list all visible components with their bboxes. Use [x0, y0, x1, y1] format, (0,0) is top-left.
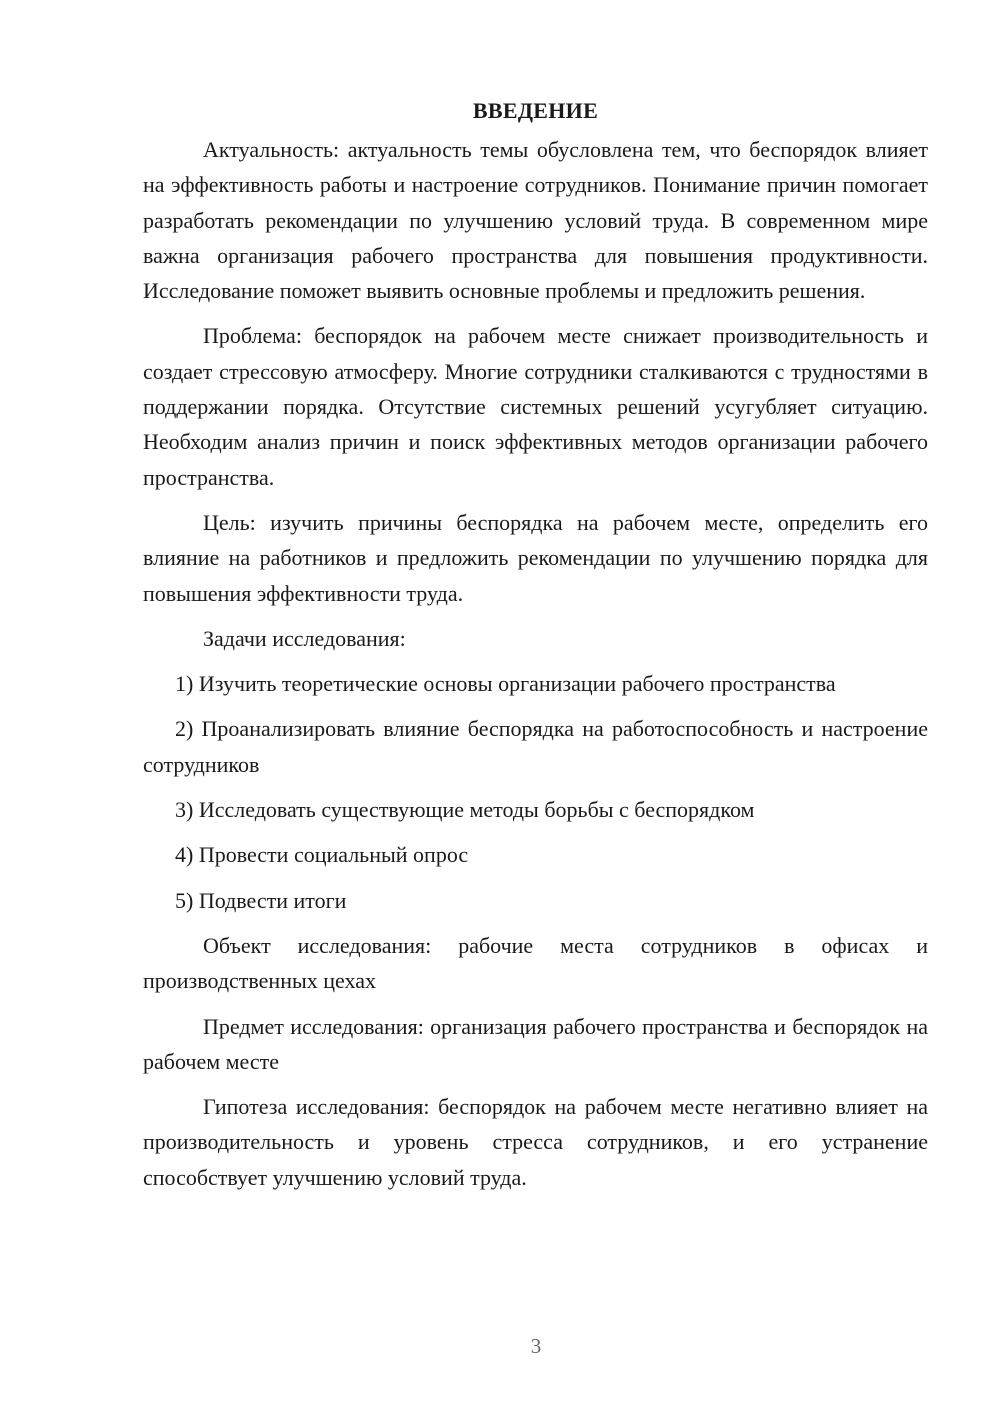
task-item-1: 1) Изучить теоретические основы организации рабочего пространства: [175, 671, 836, 697]
paragraph-object: Объект исследования: рабочие места сотрудников в офисах и производственных цехах: [143, 932, 928, 994]
task-item-5: 5) Подвести итоги: [175, 887, 347, 913]
page-number: 3: [530, 1334, 542, 1358]
task-item-2: 2) Проанализировать влияние беспорядка на работоспособность и настроение сотрудников: [143, 716, 928, 777]
task-item-4: 4) Провести социальный опрос: [175, 842, 469, 868]
paragraph-subject: Предмет исследования: организация рабочего пространства и беспорядок на рабочем месте: [143, 1013, 928, 1074]
paragraph-relevance: Актуальность: актуальность темы обусловлена тем, что беспорядок влияет на эффективность работы и настроение сотрудников. Понимание причин помогает разработать рекомендации по улучшению условий труда. В современном мире важна организация рабочего пространства для повышения продуктивности. Исследование поможет выявить основные проблемы и предложить решения.: [143, 137, 928, 304]
paragraph-problem: Проблема: беспорядок на рабочем месте снижает производительность и создает стрессовую атмосферу. Многие сотрудники сталкиваются с трудностями в поддержании порядка. Отсутствие системных решений усугубляет ситуацию. Необходим анализ причин и поиск эффективных методов организации рабочего пространства.: [143, 323, 928, 490]
section-title: ВВЕДЕНИЕ: [472, 98, 599, 123]
paragraph-tasks-heading: Задачи исследования:: [203, 625, 406, 651]
task-item-3: 3) Исследовать существующие методы борьбы с беспорядком: [175, 797, 755, 823]
paragraph-hypothesis: Гипотеза исследования: беспорядок на рабочем месте негативно влияет на производительность и уровень стресса сотрудников, и его устранение способствует улучшению условий труда.: [143, 1094, 928, 1190]
paragraph-goal: Цель: изучить причины беспорядка на рабочем месте, определить его влияние на работников и предложить рекомендации по улучшению порядка для повышения эффективности труда.: [143, 509, 928, 606]
document-page: [143, 96, 928, 1205]
